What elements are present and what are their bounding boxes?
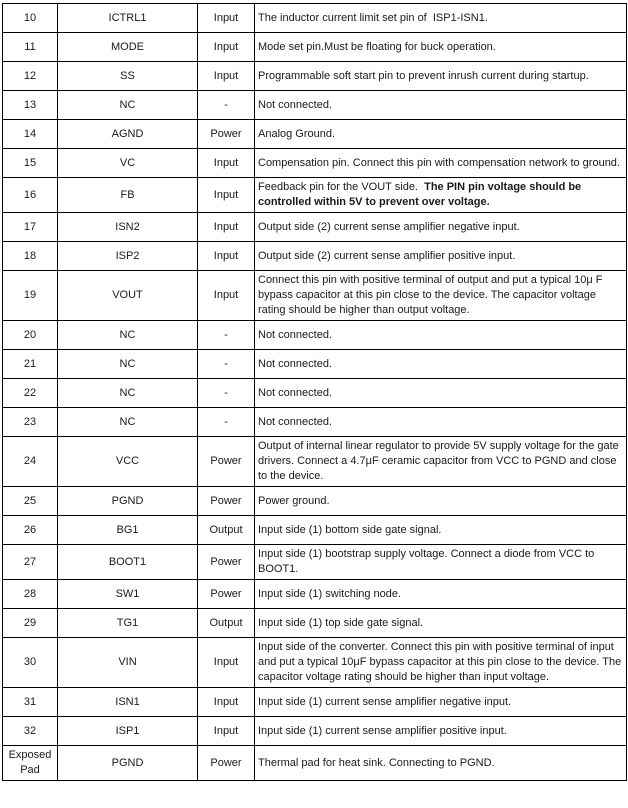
pin-description-cell: The inductor current limit set pin of ISP1-ISN1. [255,4,627,33]
pin-type-cell: Output [198,609,255,638]
pin-number-cell: 26 [3,516,58,545]
pin-type-cell: Power [198,545,255,580]
pin-type-cell: Input [198,4,255,33]
table-row [3,609,627,638]
pin-number-cell: 16 [3,178,58,213]
pin-name-cell: VC [58,149,198,178]
pin-description-cell: Input side (1) current sense amplifier negative input. [255,688,627,717]
pin-number-cell: 19 [3,271,58,321]
pin-number-cell: 32 [3,717,58,746]
table-row [3,33,627,62]
pin-number-cell: 14 [3,120,58,149]
pin-description-cell: Input side (1) bootstrap supply voltage. Connect a diode from VCC to BOOT1. [255,545,627,580]
pin-type-cell: Input [198,271,255,321]
pin-type-cell: Power [198,487,255,516]
table-row [3,545,627,580]
pin-name-cell: PGND [58,746,198,781]
pin-type-cell: Input [198,213,255,242]
table-row [3,213,627,242]
pin-description-cell: Output side (2) current sense amplifier negative input. [255,213,627,242]
pin-description-cell: Not connected. [255,91,627,120]
table-row [3,242,627,271]
pin-description-cell: Output of internal linear regulator to provide 5V supply voltage for the gate drivers. Connect a 4.7μF ceramic capacitor from VCC to PGND and close to the device. [255,437,627,487]
pin-description-table [2,3,627,781]
pin-description-cell: Not connected. [255,350,627,379]
table-row [3,91,627,120]
pin-name-cell: VIN [58,638,198,688]
pin-name-cell: ICTRL1 [58,4,198,33]
pin-description-cell: Input side (1) switching node. [255,580,627,609]
pin-number-cell: 31 [3,688,58,717]
table-row [3,688,627,717]
pin-name-cell: VCC [58,437,198,487]
pin-type-cell: Input [198,638,255,688]
pin-description-cell: Analog Ground. [255,120,627,149]
pin-description-cell: Compensation pin. Connect this pin with compensation network to ground. [255,149,627,178]
pin-number-cell: Exposed Pad [3,746,58,781]
table-row [3,408,627,437]
pin-type-cell: Power [198,120,255,149]
pin-description-cell: Input side of the converter. Connect this pin with positive terminal of input and put a typical 10μF bypass capacitor at this pin close to the device. The capacitor voltage rating should be higher than input voltage. [255,638,627,688]
pin-name-cell: FB [58,178,198,213]
pin-description-cell: Thermal pad for heat sink. Connecting to PGND. [255,746,627,781]
pin-description-cell: Connect this pin with positive terminal of output and put a typical 10μ F bypass capacitor at this pin close to the device. The capacitor voltage rating should be higher than output voltage. [255,271,627,321]
pin-name-cell: NC [58,350,198,379]
pin-name-cell: ISP1 [58,717,198,746]
table-row [3,120,627,149]
pin-description-cell: Not connected. [255,408,627,437]
pin-number-cell: 30 [3,638,58,688]
pin-name-cell: MODE [58,33,198,62]
pin-type-cell: Input [198,242,255,271]
pin-number-cell: 11 [3,33,58,62]
table-row [3,437,627,487]
table-row [3,4,627,33]
pin-type-cell: - [198,379,255,408]
pin-number-cell: 21 [3,350,58,379]
table-row [3,178,627,213]
pin-type-cell: - [198,350,255,379]
pin-name-cell: SW1 [58,580,198,609]
pin-number-cell: 25 [3,487,58,516]
pin-number-cell: 15 [3,149,58,178]
table-row [3,321,627,350]
pin-description-cell: Output side (2) current sense amplifier positive input. [255,242,627,271]
pin-type-cell: Power [198,580,255,609]
pin-description-cell: Not connected. [255,321,627,350]
table-row [3,271,627,321]
table-row [3,350,627,379]
pin-type-cell: - [198,321,255,350]
table-row [3,487,627,516]
pin-name-cell: PGND [58,487,198,516]
pin-name-cell: TG1 [58,609,198,638]
table-row [3,516,627,545]
pin-name-cell: AGND [58,120,198,149]
pin-number-cell: 29 [3,609,58,638]
pin-type-cell: Input [198,688,255,717]
table-row [3,379,627,408]
table-row [3,149,627,178]
pin-description-cell: Power ground. [255,487,627,516]
pin-type-cell: Output [198,516,255,545]
pin-type-cell: Input [198,62,255,91]
table-row [3,717,627,746]
pin-name-cell: NC [58,321,198,350]
table-row [3,580,627,609]
pin-type-cell: Input [198,178,255,213]
pin-description-cell [255,178,627,213]
pin-number-cell: 22 [3,379,58,408]
pin-number-cell: 12 [3,62,58,91]
pin-type-cell: - [198,91,255,120]
pin-table-body [3,4,627,781]
pin-description-cell: Input side (1) current sense amplifier positive input. [255,717,627,746]
pin-type-cell: Input [198,717,255,746]
pin-name-cell: SS [58,62,198,91]
pin-number-cell: 10 [3,4,58,33]
pin-number-cell: 24 [3,437,58,487]
pin-description-cell: Programmable soft start pin to prevent inrush current during startup. [255,62,627,91]
pin-type-cell: Power [198,437,255,487]
pin-name-cell: NC [58,379,198,408]
table-row [3,746,627,781]
table-row [3,638,627,688]
pin-number-cell: 27 [3,545,58,580]
pin-number-cell: 20 [3,321,58,350]
pin-name-cell: ISN1 [58,688,198,717]
pin-type-cell: Power [198,746,255,781]
pin-description-cell: Not connected. [255,379,627,408]
pin-name-cell: NC [58,91,198,120]
pin-description-cell: Mode set pin.Must be floating for buck operation. [255,33,627,62]
table-row [3,62,627,91]
pin-name-cell: ISN2 [58,213,198,242]
pin-number-cell: 28 [3,580,58,609]
pin-description-cell: Input side (1) top side gate signal. [255,609,627,638]
pin-number-cell: 17 [3,213,58,242]
pin-number-cell: 23 [3,408,58,437]
pin-name-cell: ISP2 [58,242,198,271]
pin-name-cell: BG1 [58,516,198,545]
pin-name-cell: VOUT [58,271,198,321]
pin-name-cell: NC [58,408,198,437]
description-text: Feedback pin for the VOUT side. [258,181,425,193]
pin-type-cell: - [198,408,255,437]
pin-type-cell: Input [198,149,255,178]
pin-description-cell: Input side (1) bottom side gate signal. [255,516,627,545]
pin-name-cell: BOOT1 [58,545,198,580]
pin-number-cell: 13 [3,91,58,120]
description-bold-text: The PIN pin voltage should be controlled within 5V to prevent over voltage. [258,181,585,208]
pin-number-cell: 18 [3,242,58,271]
pin-type-cell: Input [198,33,255,62]
